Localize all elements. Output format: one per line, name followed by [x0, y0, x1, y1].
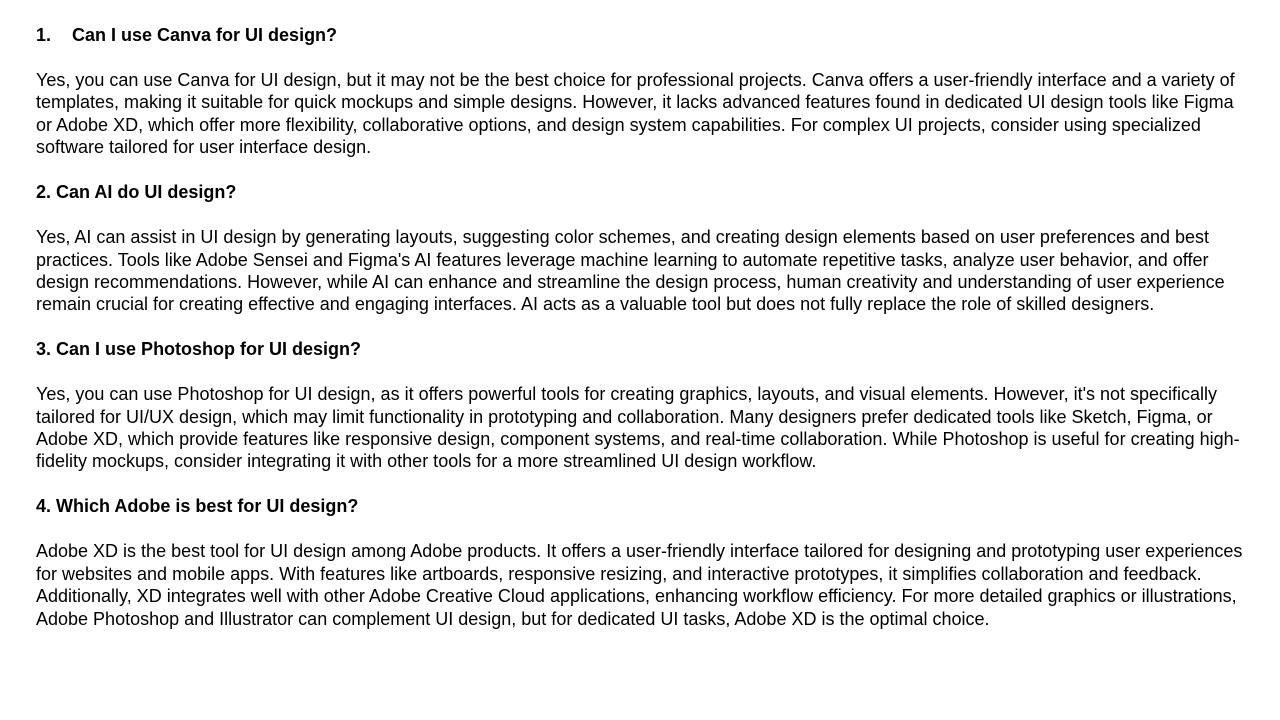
faq-question	[36, 495, 1244, 518]
faq-answer: Adobe XD is the best tool for UI design among Adobe products. It offers a user-friendly interface tailored for designing and prototyping user experiences for websites and mobile apps. With features like artboards, responsive resizing, and interactive prototypes, it simplifies collaboration and feedback. Additionally, XD integrates well with other Adobe Creative Cloud applications, enhancing workflow efficiency. For more detailed graphics or illustrations, Adobe Photoshop and Illustrator can complement UI design, but for dedicated UI tasks, Adobe XD is the optimal choice.	[36, 541, 1243, 629]
question-number: 1.	[36, 25, 52, 45]
faq-item-3	[36, 338, 1244, 473]
faq-answer: Yes, AI can assist in UI design by generating layouts, suggesting color schemes, and creating design elements based on user preferences and best practices. Tools like Adobe Sensei and Figma's AI features leverage machine learning to automate repetitive tasks, analyze user behavior, and offer design recommendations. However, while AI can enhance and streamline the design process, human creativity and understanding of user experience remain crucial for creating effective and engaging interfaces. AI acts as a valuable tool but does not fully replace the role of skilled designers.	[36, 227, 1225, 315]
faq-item-4	[36, 495, 1244, 630]
faq-item-2	[36, 181, 1244, 316]
faq-item-1	[36, 24, 1244, 159]
faq-question	[36, 338, 1244, 361]
question-text: Which Adobe is best for UI design?	[56, 496, 359, 517]
question-text: Can AI do UI design?	[56, 182, 237, 203]
faq-question	[36, 181, 1244, 204]
question-number: 3.	[36, 339, 52, 360]
faq-question	[36, 24, 1244, 47]
question-text: Can I use Canva for UI design?	[72, 25, 338, 45]
faq-answer: Yes, you can use Photoshop for UI design, as it offers powerful tools for creating graphics, layouts, and visual elements. However, it's not specifically tailored for UI/UX design, which may limit functionality in prototyping and collaboration. Many designers prefer dedicated tools like Sketch, Figma, or Adobe XD, which provide features like responsive design, component systems, and real-time collaboration. While Photoshop is useful for creating high-fidelity mockups, consider integrating it with other tools for a more streamlined UI design workflow.	[36, 384, 1240, 472]
question-number: 2.	[36, 182, 52, 203]
faq-answer: Yes, you can use Canva for UI design, but it may not be the best choice for professional projects. Canva offers a user-friendly interface and a variety of templates, making it suitable for quick mockups and simple designs. However, it lacks advanced features found in dedicated UI design tools like Figma or Adobe XD, which offer more flexibility, collaborative options, and design system capabilities. For complex UI projects, consider using specialized software tailored for user interface design.	[36, 70, 1235, 158]
question-text: Can I use Photoshop for UI design?	[56, 339, 362, 360]
question-number: 4.	[36, 496, 52, 517]
